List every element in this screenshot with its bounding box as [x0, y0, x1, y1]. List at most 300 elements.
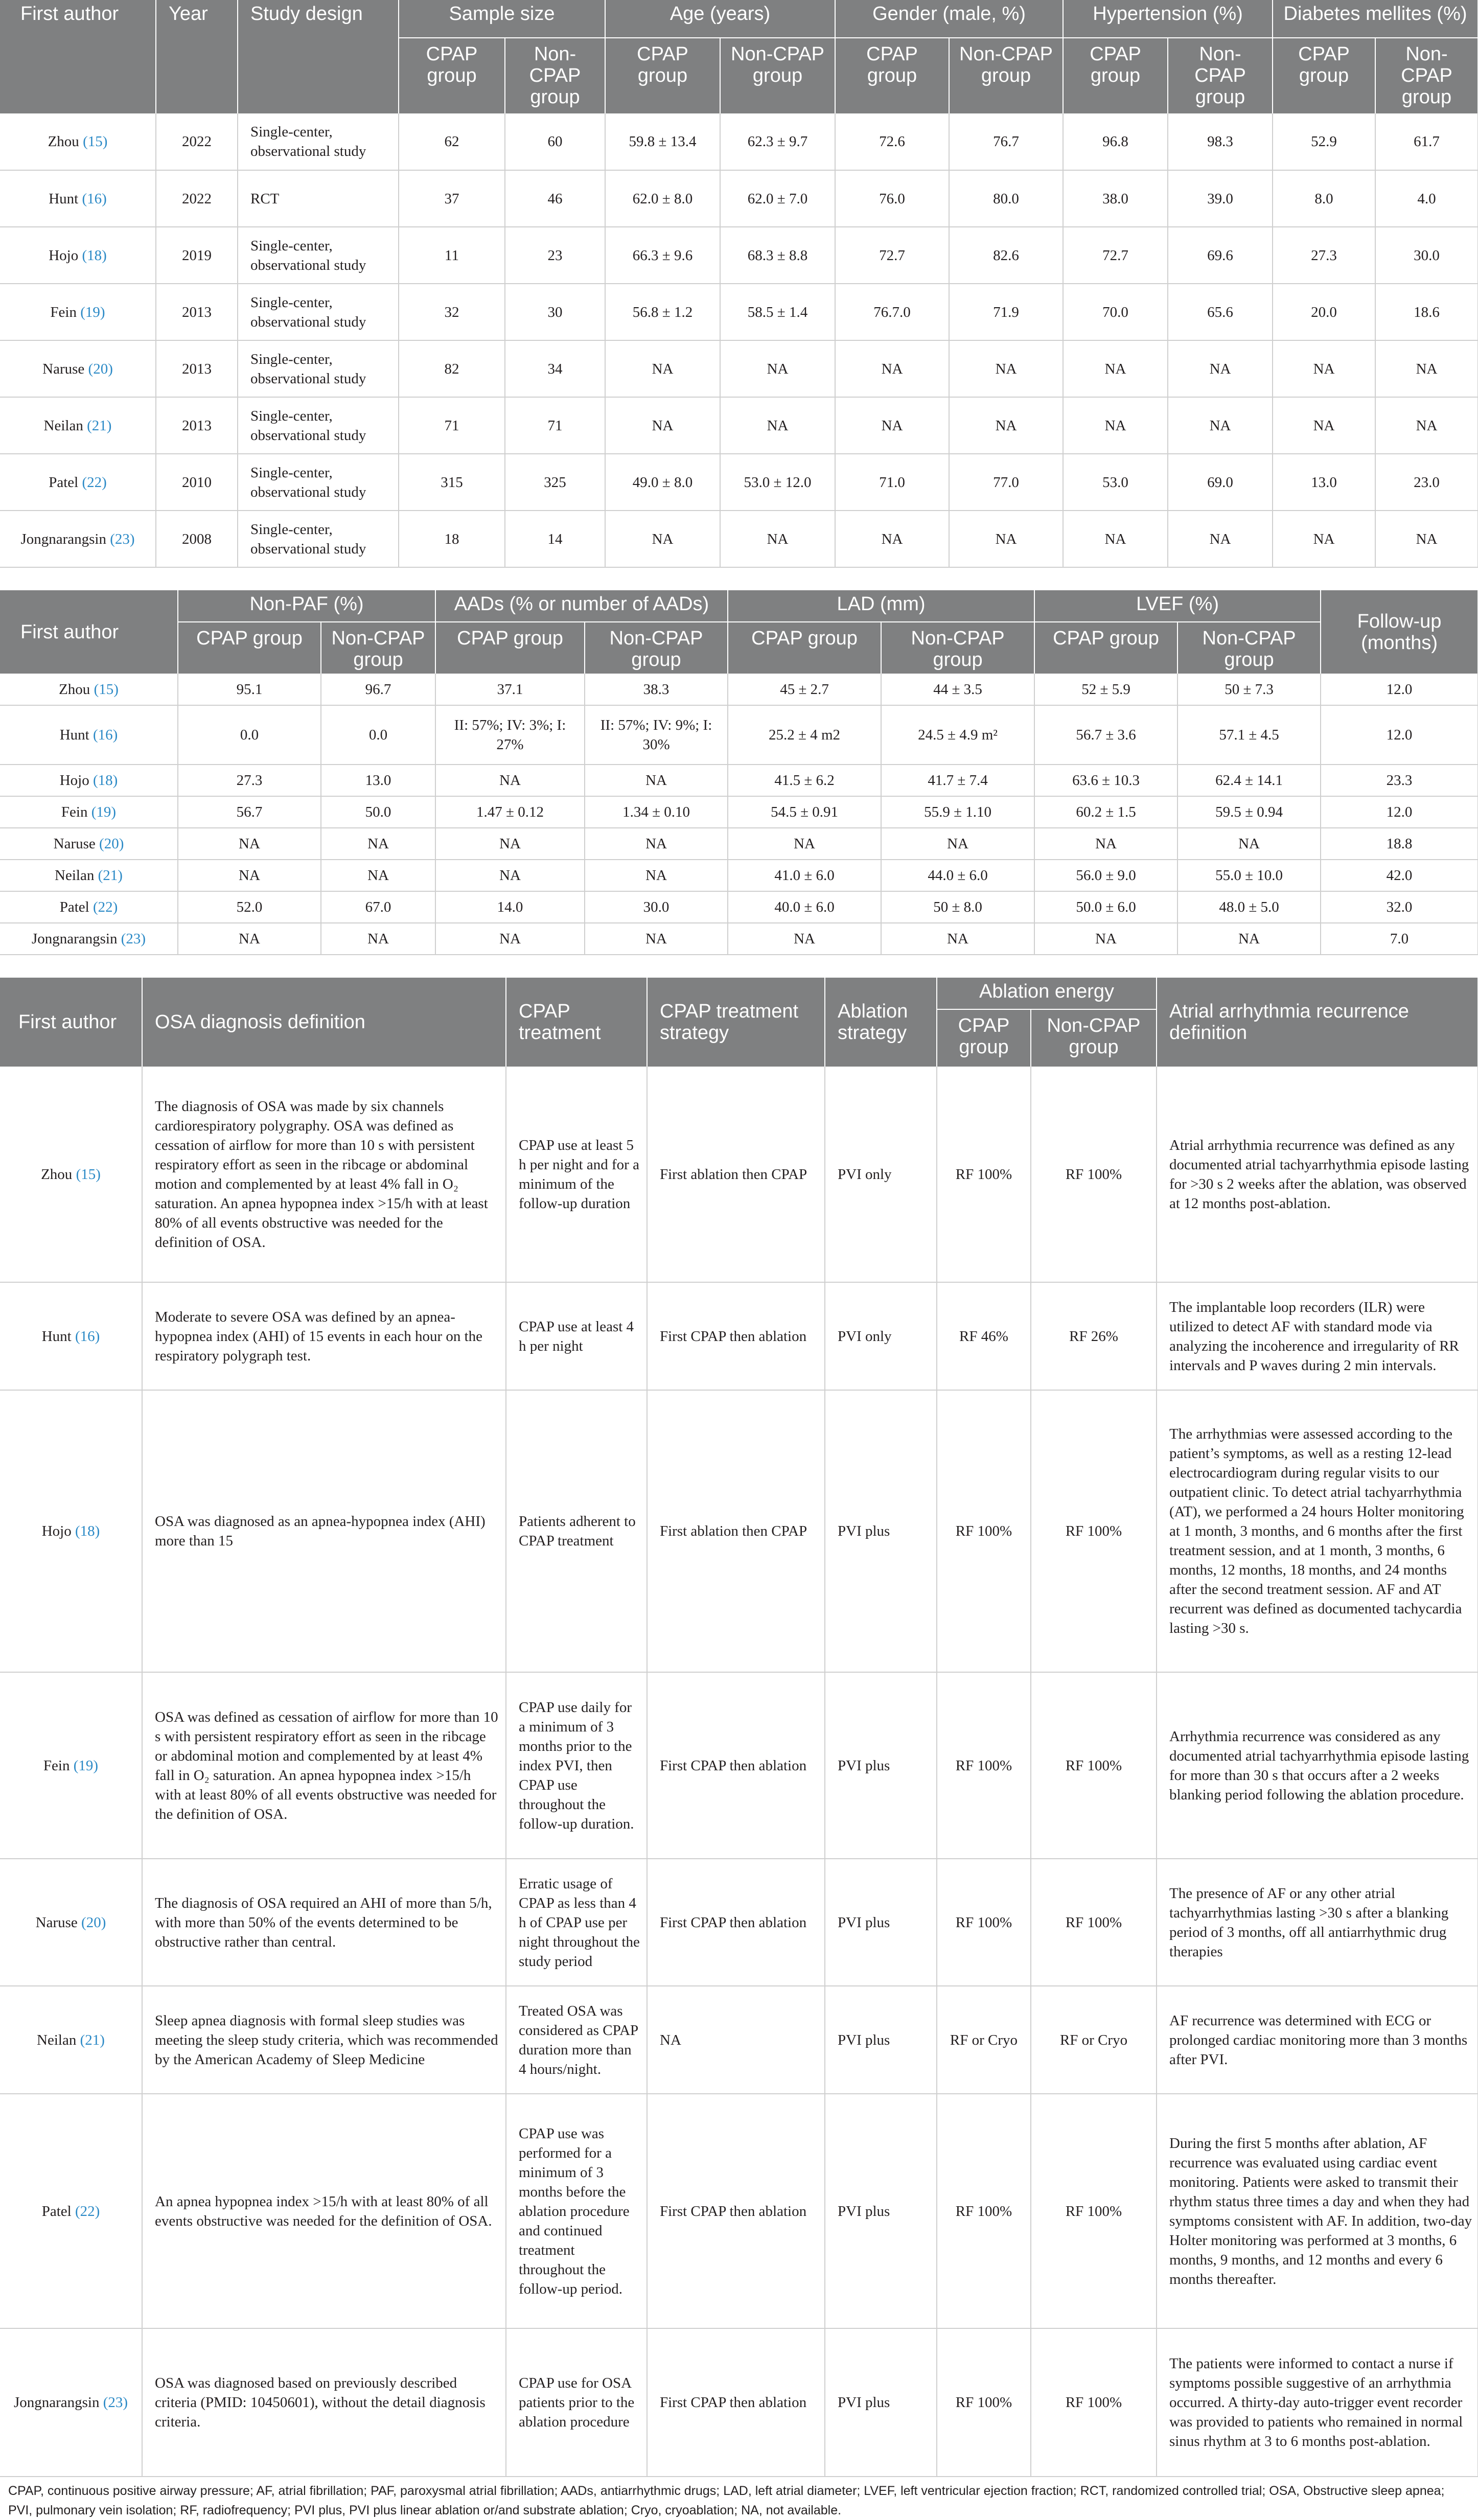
table-cell: 71.9 [949, 284, 1063, 340]
table-cell: An apnea hypopnea index >15/h with at least 80% of all events obstructive was needed for the definition of OSA. [142, 2094, 506, 2328]
table-cell: OSA was diagnosed based on previously described criteria (PMID: 10450601), without the detail diagnosis criteria. [142, 2328, 506, 2477]
reference-link[interactable]: (16) [93, 727, 118, 743]
col-cpap-strategy: CPAP treatment strategy [647, 978, 825, 1067]
author-cell [0, 1282, 142, 1390]
author-cell [0, 828, 178, 860]
table-cell: RF 100% [1031, 1859, 1157, 1986]
author-name: Patel [41, 2203, 72, 2220]
author-cell [0, 1859, 142, 1986]
table-cell: 45 ± 2.7 [728, 674, 881, 705]
table-cell: NA [605, 340, 720, 397]
table-cell: 95.1 [178, 674, 321, 705]
table-cell: RF 100% [1031, 2328, 1157, 2477]
author-cell [0, 284, 156, 340]
table-cell: NA [835, 511, 949, 567]
table-cell: 69.0 [1168, 454, 1273, 511]
table-cell: NA [720, 340, 835, 397]
reference-link[interactable]: (15) [83, 133, 108, 150]
table-cell: 56.7 ± 3.6 [1034, 705, 1177, 765]
col-follow-up: Follow-up (months) [1321, 590, 1478, 674]
author-name: Jongnarangsin [20, 530, 106, 547]
reference-link[interactable]: (16) [75, 1328, 100, 1345]
table-row [0, 1282, 1478, 1390]
reference-link[interactable]: (21) [98, 867, 123, 884]
table-cell: 14.0 [435, 891, 585, 923]
table-cell: 63.6 ± 10.3 [1034, 765, 1177, 796]
table-cell: PVI plus [825, 1986, 937, 2094]
table-cell: 32 [399, 284, 505, 340]
table-cell: 59.8 ± 13.4 [605, 113, 720, 170]
table-cell: 18.8 [1321, 828, 1478, 860]
col-sample-size: Sample size [399, 0, 605, 38]
table-cell: RF 26% [1031, 1282, 1157, 1390]
reference-link[interactable]: (19) [91, 804, 117, 820]
table-cell: 315 [399, 454, 505, 511]
table-cell: RF 100% [937, 2328, 1031, 2477]
table-cell: 41.7 ± 7.4 [881, 765, 1034, 796]
table-row [0, 2328, 1478, 2477]
table-cell: NA [1168, 397, 1273, 454]
table-cell: Single-center, observational study [238, 340, 399, 397]
table-cell: 23.3 [1321, 765, 1478, 796]
reference-link[interactable]: (22) [75, 2203, 100, 2220]
table-cell: NA [1034, 828, 1177, 860]
table-cell: 24.5 ± 4.9 m² [881, 705, 1034, 765]
table-cell: NA [321, 860, 435, 891]
author-cell [0, 674, 178, 705]
author-name: Naruse [42, 360, 85, 377]
author-cell [0, 170, 156, 227]
table-cell: OSA was diagnosed as an apnea-hypopnea index (AHI) more than 15 [142, 1390, 506, 1672]
table-cell: 40.0 ± 6.0 [728, 891, 881, 923]
reference-link[interactable]: (20) [88, 360, 113, 377]
table-cell: NA [647, 1986, 825, 2094]
table-row [0, 397, 1478, 454]
table-cell: 61.7 [1375, 113, 1478, 170]
author-cell [0, 765, 178, 796]
table-cell: NA [435, 828, 585, 860]
table-cell: 1.47 ± 0.12 [435, 796, 585, 828]
col-sample-non-cpap: Non-CPAP group [505, 38, 605, 113]
reference-link[interactable]: (18) [93, 772, 118, 789]
table-cell: 50 ± 8.0 [881, 891, 1034, 923]
table-cell: PVI only [825, 1282, 937, 1390]
table-cell: 27.3 [178, 765, 321, 796]
table-cell: NA [835, 340, 949, 397]
table-cell: 53.0 [1063, 454, 1168, 511]
table-cell: NA [1168, 511, 1273, 567]
col-study-design: Study design [238, 0, 399, 113]
table-cell: 42.0 [1321, 860, 1478, 891]
table-cell: 1.34 ± 0.10 [585, 796, 728, 828]
author-cell [0, 227, 156, 284]
table-cell: 12.0 [1321, 796, 1478, 828]
table-cell: Single-center, observational study [238, 397, 399, 454]
table-cell: 62.4 ± 14.1 [1177, 765, 1321, 796]
col-gender-cpap: CPAP group [835, 38, 949, 113]
author-cell [0, 860, 178, 891]
col-diabetes-cpap: CPAP group [1273, 38, 1375, 113]
table-cell: 23.0 [1375, 454, 1478, 511]
table-cell: NA [321, 923, 435, 955]
table-cell: Atrial arrhythmia recurrence was defined as any documented atrial tachyarrhythmia episode lasting for >30 s 2 weeks after the ablation, was observed at 12 months post-ablation. [1157, 1067, 1478, 1282]
author-cell [0, 113, 156, 170]
table-cell: PVI plus [825, 1859, 937, 1986]
table-cell: 65.6 [1168, 284, 1273, 340]
table-cell: 0.0 [321, 705, 435, 765]
table-row [0, 113, 1478, 170]
reference-link[interactable]: (20) [81, 1914, 106, 1931]
table-cell: NA [881, 828, 1034, 860]
table-cell: 71 [399, 397, 505, 454]
table-cell: 53.0 ± 12.0 [720, 454, 835, 511]
author-name: Hunt [49, 190, 79, 207]
table-cell: NA [435, 923, 585, 955]
table-cell: RF 100% [937, 1859, 1031, 1986]
table-cell: 2010 [156, 454, 238, 511]
table-cell: 38.0 [1063, 170, 1168, 227]
table-cell: Single-center, observational study [238, 511, 399, 567]
table-cell: The presence of AF or any other atrial tachyarrhythmias lasting >30 s after a blanking period of 3 months, off all antiarrhythmic drug therapies [1157, 1859, 1478, 1986]
reference-link[interactable]: (21) [87, 417, 112, 434]
reference-link[interactable]: (23) [121, 931, 146, 947]
col-hypertension-non-cpap: Non-CPAP group [1168, 38, 1273, 113]
table-cell: NA [1273, 340, 1375, 397]
table-cell: NA [1273, 397, 1375, 454]
table-cell: 12.0 [1321, 705, 1478, 765]
table-cell: NA [1177, 923, 1321, 955]
reference-link[interactable]: (15) [94, 681, 119, 698]
col-aads-cpap: CPAP group [435, 622, 585, 674]
reference-link[interactable]: (19) [73, 1757, 99, 1774]
table-cell: NA [605, 397, 720, 454]
col-diabetes: Diabetes mellites (%) [1273, 0, 1478, 38]
table-cell: 76.7.0 [835, 284, 949, 340]
table-cell: First ablation then CPAP [647, 1067, 825, 1282]
table-cell: 52.9 [1273, 113, 1375, 170]
table-cell: 62.0 ± 7.0 [720, 170, 835, 227]
table-cell: 67.0 [321, 891, 435, 923]
table-cell: RF 46% [937, 1282, 1031, 1390]
table-cell: NA [1063, 397, 1168, 454]
table-cell: 25.2 ± 4 m2 [728, 705, 881, 765]
reference-link[interactable]: (22) [93, 899, 118, 915]
col-hypertension-cpap: CPAP group [1063, 38, 1168, 113]
table-cell: First CPAP then ablation [647, 2094, 825, 2328]
col-recurrence-definition: Atrial arrhythmia recurrence definition [1157, 978, 1478, 1067]
col-lvef-non-cpap: Non-CPAP group [1177, 622, 1321, 674]
author-name: Fein [61, 804, 88, 820]
table-cell: 55.9 ± 1.10 [881, 796, 1034, 828]
table-cell: 4.0 [1375, 170, 1478, 227]
table-row [0, 1672, 1478, 1859]
col-aads: AADs (% or number of AADs) [435, 590, 728, 622]
table-cell: NA [949, 511, 1063, 567]
col-first-author: First author [0, 590, 178, 674]
table-cell: 325 [505, 454, 605, 511]
table-cell: PVI plus [825, 2328, 937, 2477]
table-cell: 62 [399, 113, 505, 170]
table-cell: Single-center, observational study [238, 454, 399, 511]
table-cell: 32.0 [1321, 891, 1478, 923]
table-cell: 13.0 [321, 765, 435, 796]
table-cell: 59.5 ± 0.94 [1177, 796, 1321, 828]
col-first-author: First author [0, 0, 156, 113]
col-diabetes-non-cpap: Non-CPAP group [1375, 38, 1478, 113]
table-cell: NA [1177, 828, 1321, 860]
col-non-paf-cpap: CPAP group [178, 622, 321, 674]
table-row [0, 828, 1478, 860]
table-cell: CPAP use was performed for a minimum of 3 months before the ablation procedure and continued treatment throughout the follow-up period. [506, 2094, 647, 2328]
table-cell: 30.0 [1375, 227, 1478, 284]
col-lad-cpap: CPAP group [728, 622, 881, 674]
table-cell: 96.7 [321, 674, 435, 705]
author-cell [0, 1390, 142, 1672]
table-cell: First CPAP then ablation [647, 1282, 825, 1390]
table-row [0, 765, 1478, 796]
table-row [0, 1859, 1478, 1986]
table-cell: 2013 [156, 397, 238, 454]
reference-link[interactable]: (21) [80, 2031, 105, 2048]
table-cell: 18.6 [1375, 284, 1478, 340]
table-cell: First CPAP then ablation [647, 1672, 825, 1859]
table-cell: NA [949, 397, 1063, 454]
table-cell: RCT [238, 170, 399, 227]
table-cell: 76.7 [949, 113, 1063, 170]
table-cell: II: 57%; IV: 3%; I: 27% [435, 705, 585, 765]
col-cpap-treatment: CPAP treatment [506, 978, 647, 1067]
table-cell: 13.0 [1273, 454, 1375, 511]
table-cell: Treated OSA was considered as CPAP duration more than 4 hours/night. [506, 1986, 647, 2094]
table-cell: 71 [505, 397, 605, 454]
col-year: Year [156, 0, 238, 113]
reference-link[interactable]: (23) [110, 530, 135, 547]
col-gender-non-cpap: Non-CPAP group [949, 38, 1063, 113]
table-cell: Patients adherent to CPAP treatment [506, 1390, 647, 1672]
col-energy-non-cpap: Non-CPAP group [1031, 1009, 1157, 1067]
col-first-author: First author [0, 978, 142, 1067]
table-cell: RF or Cryo [937, 1986, 1031, 2094]
table-cell: 70.0 [1063, 284, 1168, 340]
table-cell: CPAP use for OSA patients prior to the ablation procedure [506, 2328, 647, 2477]
author-name: Hojo [41, 1523, 72, 1539]
table-cell: 34 [505, 340, 605, 397]
table-cell: 66.3 ± 9.6 [605, 227, 720, 284]
table-cell: Single-center, observational study [238, 284, 399, 340]
table-cell: NA [178, 828, 321, 860]
table-cell: NA [720, 397, 835, 454]
osa-definition-table [0, 978, 1478, 2477]
table-row [0, 284, 1478, 340]
table-cell: AF recurrence was determined with ECG or prolonged cardiac monitoring more than 3 months after PVI. [1157, 1986, 1478, 2094]
table-cell: NA [585, 860, 728, 891]
table-cell: The diagnosis of OSA was made by six channels cardiorespiratory polygraphy. OSA was defined as cessation of airflow for more than 10 s with persistent respiratory effort as seen in the ribcage or abdominal motion and complemented by at least 4% fall in O₂ saturation. An apnea hypopnea index >15/h with at least 80% of all events obstructive was needed for the definition of OSA. [142, 1067, 506, 1282]
col-lvef-cpap: CPAP group [1034, 622, 1177, 674]
author-name: Neilan [55, 867, 95, 884]
table-cell: 96.8 [1063, 113, 1168, 170]
table-cell: First CPAP then ablation [647, 2328, 825, 2477]
table-cell: Moderate to severe OSA was defined by an apnea-hypopnea index (AHI) of 15 events in each hour on the respiratory polygraph test. [142, 1282, 506, 1390]
table-cell: 8.0 [1273, 170, 1375, 227]
author-name: Naruse [53, 836, 96, 852]
table-cell: NA [1375, 511, 1478, 567]
baseline-characteristics-table [0, 0, 1478, 568]
table-cell: RF 100% [1031, 2094, 1157, 2328]
author-name: Fein [43, 1757, 70, 1774]
reference-link[interactable]: (15) [76, 1166, 101, 1183]
reference-link[interactable]: (16) [82, 190, 107, 207]
col-hypertension: Hypertension (%) [1063, 0, 1273, 38]
table-cell: 7.0 [1321, 923, 1478, 955]
table-cell: 48.0 ± 5.0 [1177, 891, 1321, 923]
table-cell: 44 ± 3.5 [881, 674, 1034, 705]
table-cell: 60 [505, 113, 605, 170]
author-cell [0, 891, 178, 923]
table-cell: NA [585, 765, 728, 796]
table-cell: The arrhythmias were assessed according to the patient’s symptoms, as well as a resting 12-lead electrocardiogram during regular visits to our outpatient clinic. To detect atrial tachyarrhythmia (AT), we performed a 24 hours Holter monitoring at 1 month, 3 months, and 6 months after the first treatment session, and at 1 month, 3 months, 6 months, 12 months, 18 months, and 24 months after the second treatment session. AF and AT recurrent was defined as documented tachycardia lasting >30 s. [1157, 1390, 1478, 1672]
table-cell: 2022 [156, 113, 238, 170]
table-cell: NA [585, 828, 728, 860]
table-cell: RF 100% [937, 1672, 1031, 1859]
author-cell [0, 511, 156, 567]
reference-link[interactable]: (19) [80, 304, 105, 320]
author-name: Hojo [49, 247, 79, 264]
table-cell: First CPAP then ablation [647, 1859, 825, 1986]
author-name: Neilan [43, 417, 83, 434]
table-footnote: CPAP, continuous positive airway pressure; AF, atrial fibrillation; PAF, paroxysmal atrial fibrillation; AADs, antiarrhythmic drugs; LAD, left atrial diameter; LVEF, left ventricular ejection fraction; RCT, randomized controlled trial; OSA, Obstructive sleep apnea; PVI, pulmonary vein isolation; RF, radiofrequency; PVI plus, PVI plus linear ablation or/and substrate ablation; Cryo, cryoablation; NA, not available. [8, 2484, 1445, 2517]
table-cell: The implantable loop recorders (ILR) were utilized to detect AF with standard mode via analyzing the incoherence and irregularity of RR intervals and P waves during 2 min intervals. [1157, 1282, 1478, 1390]
table-cell: 2022 [156, 170, 238, 227]
table-cell: PVI only [825, 1067, 937, 1282]
table-row [0, 860, 1478, 891]
col-lvef: LVEF (%) [1034, 590, 1321, 622]
col-gender: Gender (male, %) [835, 0, 1063, 38]
table-cell: 56.7 [178, 796, 321, 828]
table-cell: NA [881, 923, 1034, 955]
col-osa-definition: OSA diagnosis definition [142, 978, 506, 1067]
author-name: Neilan [37, 2031, 77, 2048]
table-cell: NA [1034, 923, 1177, 955]
table-row [0, 891, 1478, 923]
col-non-paf: Non-PAF (%) [178, 590, 435, 622]
author-name: Fein [50, 304, 77, 320]
table-row [0, 674, 1478, 705]
table-cell: 20.0 [1273, 284, 1375, 340]
table-cell: 38.3 [585, 674, 728, 705]
author-name: Zhou [48, 133, 79, 150]
table-cell: 50.0 ± 6.0 [1034, 891, 1177, 923]
table-cell: 57.1 ± 4.5 [1177, 705, 1321, 765]
table-row [0, 796, 1478, 828]
table-cell: 50 ± 7.3 [1177, 674, 1321, 705]
table-cell: RF 100% [937, 1067, 1031, 1282]
table-cell: 82 [399, 340, 505, 397]
author-cell [0, 397, 156, 454]
clinical-characteristics-table [0, 590, 1478, 955]
table-cell: NA [728, 923, 881, 955]
table-cell: NA [178, 860, 321, 891]
col-ablation-strategy: Ablation strategy [825, 978, 937, 1067]
reference-link[interactable]: (23) [103, 2394, 128, 2411]
table-cell: 49.0 ± 8.0 [605, 454, 720, 511]
table-cell: NA [435, 765, 585, 796]
table-cell: 52.0 [178, 891, 321, 923]
author-cell [0, 1672, 142, 1859]
table-cell: CPAP use at least 5 h per night and for a minimum of the follow-up duration [506, 1067, 647, 1282]
author-name: Hunt [59, 727, 89, 743]
table-cell: 18 [399, 511, 505, 567]
table-cell: NA [949, 340, 1063, 397]
col-non-paf-non-cpap: Non-CPAP group [321, 622, 435, 674]
table-cell: 2013 [156, 340, 238, 397]
table-cell: 62.3 ± 9.7 [720, 113, 835, 170]
table-cell: RF 100% [937, 2094, 1031, 2328]
table-cell: NA [1273, 511, 1375, 567]
table-cell: 98.3 [1168, 113, 1273, 170]
table-cell: Single-center, observational study [238, 113, 399, 170]
table-cell: NA [605, 511, 720, 567]
table-row [0, 1986, 1478, 2094]
table-cell: 82.6 [949, 227, 1063, 284]
author-name: Zhou [41, 1166, 73, 1183]
reference-link[interactable]: (20) [99, 836, 124, 852]
table-cell: CPAP use daily for a minimum of 3 months prior to the index PVI, then CPAP use throughout the follow-up duration. [506, 1672, 647, 1859]
table-cell: PVI plus [825, 1390, 937, 1672]
table-cell: 30 [505, 284, 605, 340]
author-name: Patel [59, 899, 89, 915]
table-row [0, 511, 1478, 567]
table-cell: NA [435, 860, 585, 891]
table-cell: 37.1 [435, 674, 585, 705]
table-cell: CPAP use at least 4 h per night [506, 1282, 647, 1390]
author-name: Jongnarangsin [13, 2394, 100, 2411]
table-cell: 2008 [156, 511, 238, 567]
reference-link[interactable]: (18) [75, 1523, 100, 1539]
table-cell: During the first 5 months after ablation, AF recurrence was evaluated using cardiac event monitoring. Patients were asked to transmit their rhythm status three times a day and when they had symptoms consistent with AF. In addition, two-day Holter monitoring was performed at 3 months, 6 months, 9 months, and 12 months and every 6 months thereafter. [1157, 2094, 1478, 2328]
table-cell: 76.0 [835, 170, 949, 227]
reference-link[interactable]: (22) [82, 474, 107, 491]
author-name: Hunt [41, 1328, 72, 1345]
table-cell: PVI plus [825, 1672, 937, 1859]
table-row [0, 923, 1478, 955]
reference-link[interactable]: (18) [82, 247, 107, 264]
table-cell: First ablation then CPAP [647, 1390, 825, 1672]
table-row [0, 227, 1478, 284]
table-cell: 50.0 [321, 796, 435, 828]
table-cell: 0.0 [178, 705, 321, 765]
table-cell: 37 [399, 170, 505, 227]
table-row [0, 170, 1478, 227]
table-cell: 52 ± 5.9 [1034, 674, 1177, 705]
table-cell: NA [1063, 511, 1168, 567]
table-cell: 44.0 ± 6.0 [881, 860, 1034, 891]
table-cell: 54.5 ± 0.91 [728, 796, 881, 828]
author-cell [0, 705, 178, 765]
author-cell [0, 1067, 142, 1282]
table-cell: 69.6 [1168, 227, 1273, 284]
table-cell: 41.5 ± 6.2 [728, 765, 881, 796]
table-cell: 68.3 ± 8.8 [720, 227, 835, 284]
table-cell: 72.7 [1063, 227, 1168, 284]
col-age-cpap: CPAP group [605, 38, 720, 113]
author-cell [0, 340, 156, 397]
author-name: Jongnarangsin [31, 931, 118, 947]
table-cell: NA [178, 923, 321, 955]
col-aads-non-cpap: Non-CPAP group [585, 622, 728, 674]
table-cell: NA [835, 397, 949, 454]
table-row [0, 1390, 1478, 1672]
col-ablation-energy: Ablation energy [937, 978, 1157, 1009]
